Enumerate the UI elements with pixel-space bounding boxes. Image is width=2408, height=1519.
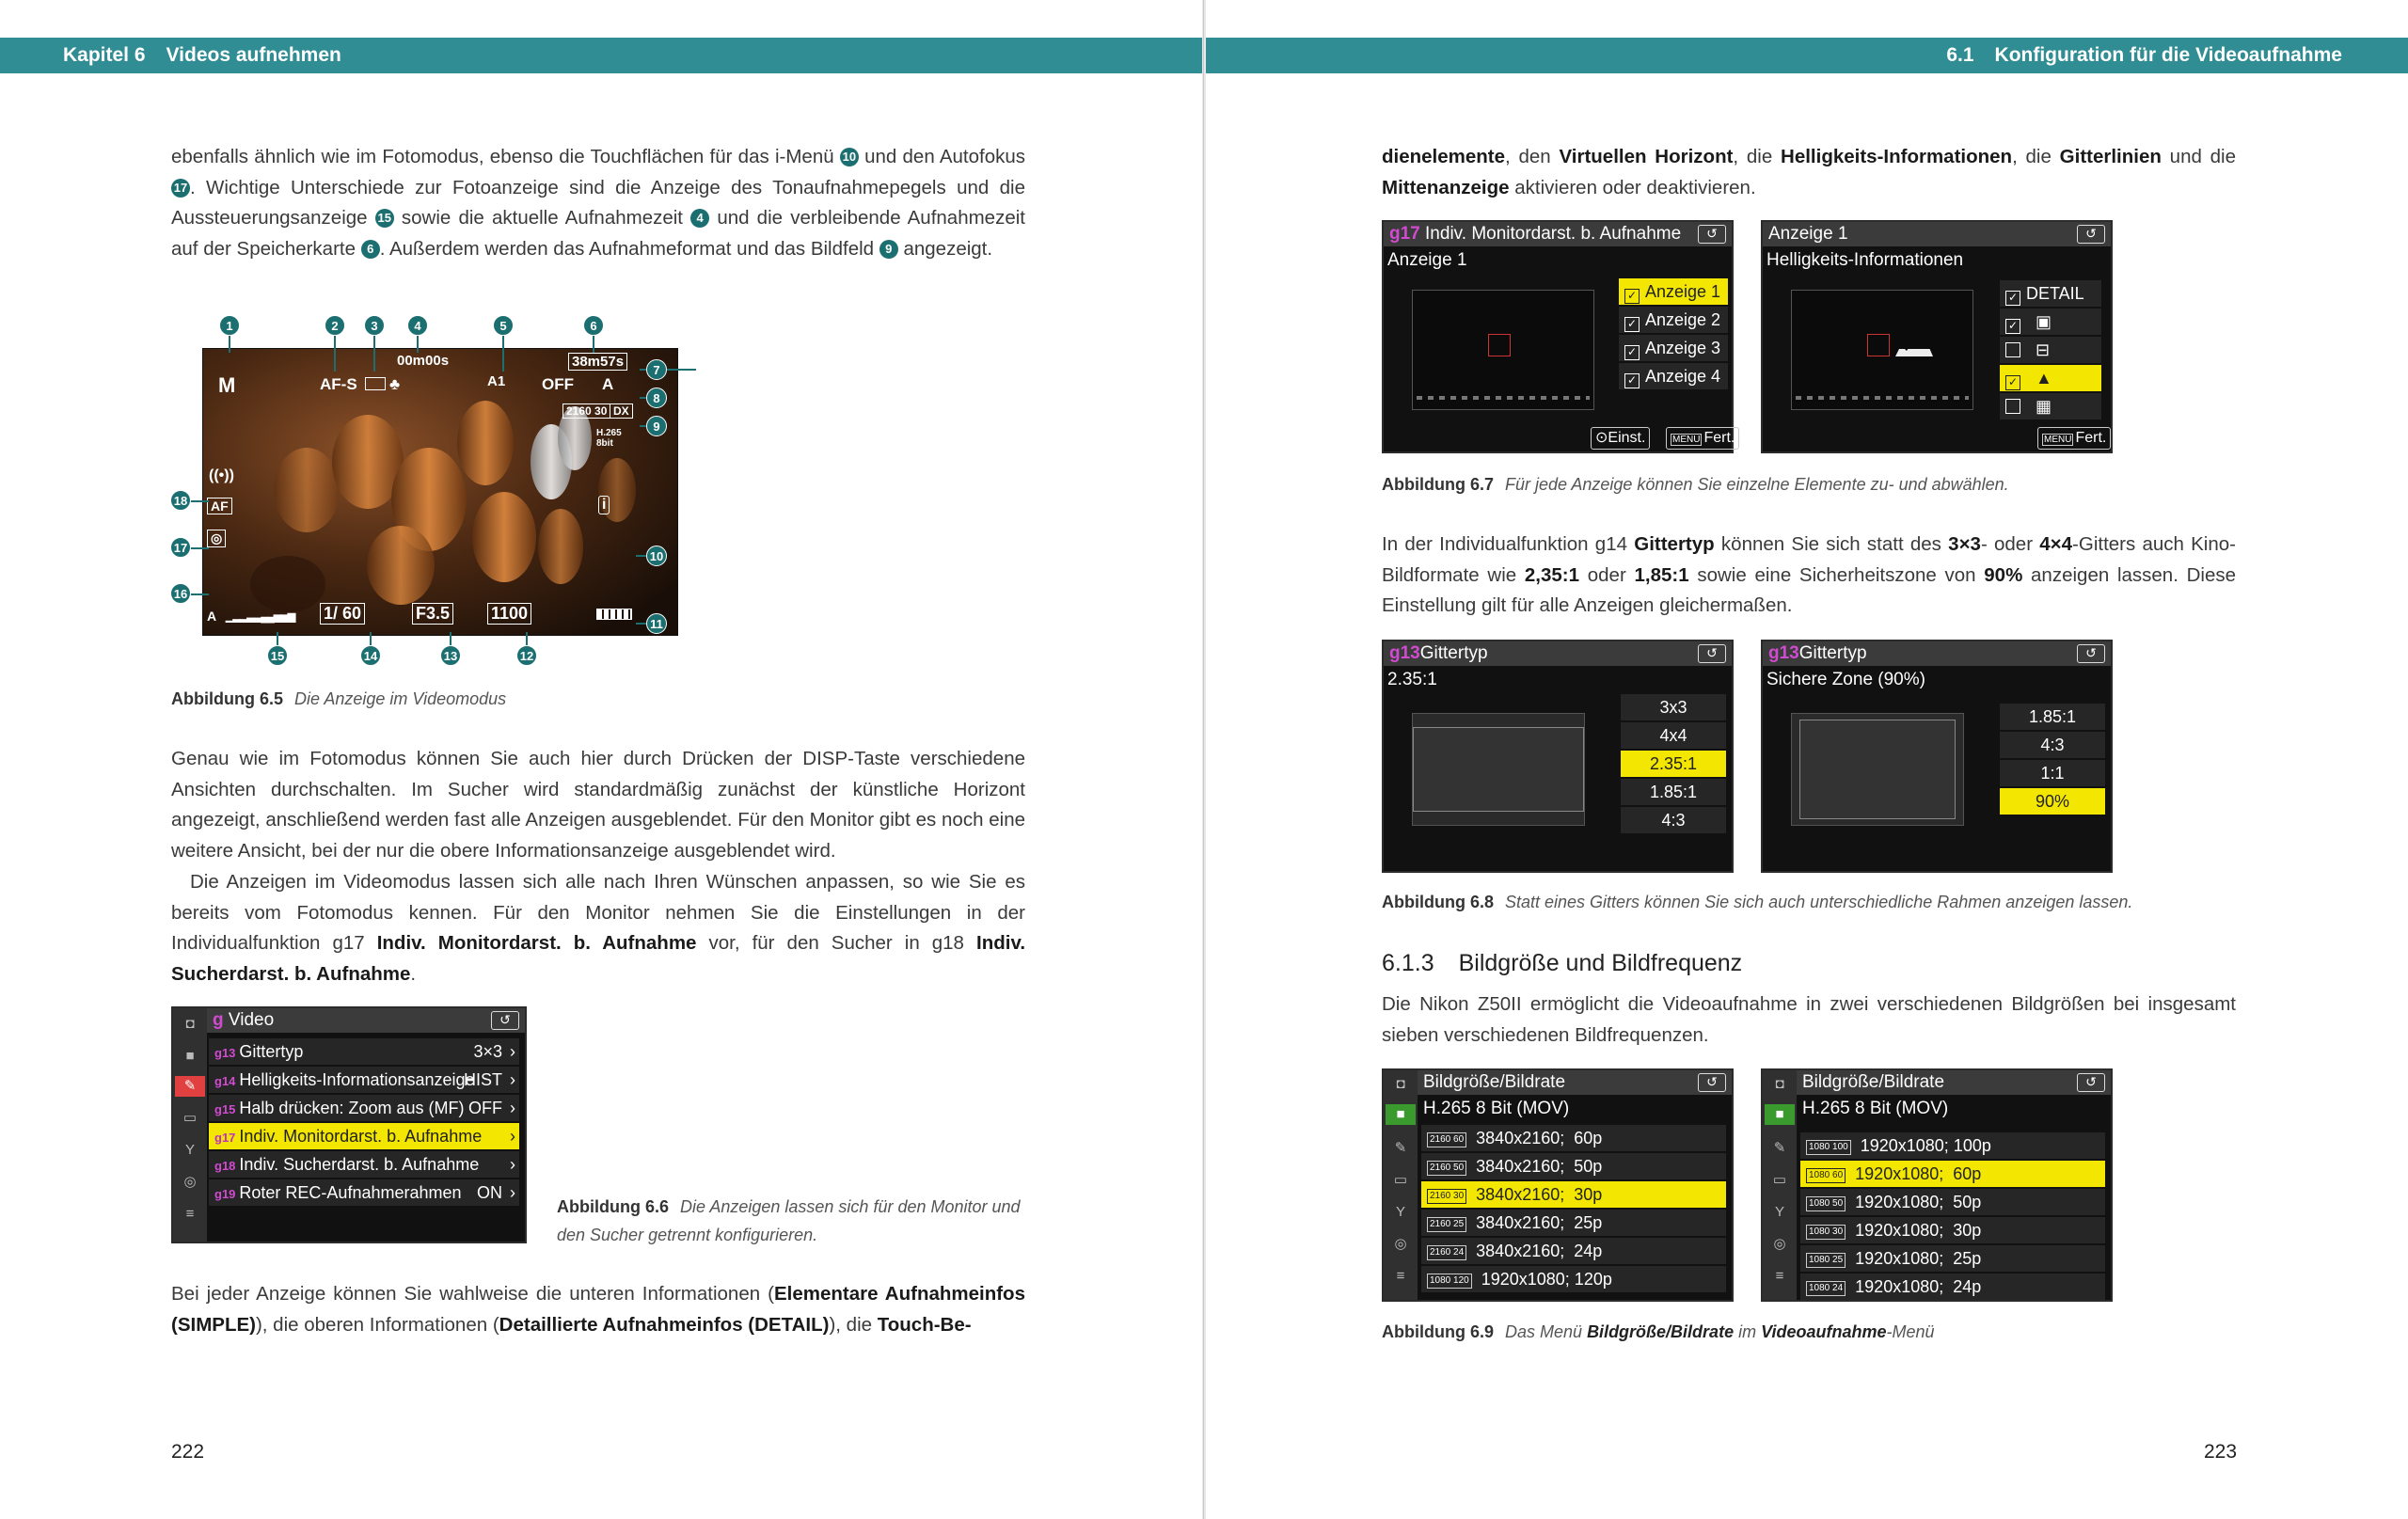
left-paragraph-4: Bei jeder Anzeige können Sie wahlweise die unteren Informationen (Elementare Aufnahmeinfos (SIMPLE)), die oberen Informationen (Detaillierte Aufnahmeinfos (DETAIL)), die Touch-Be- <box>171 1283 1025 1336</box>
grid-option[interactable]: 1.85:1 <box>2000 704 2105 730</box>
vr-icon: ♣ <box>389 375 401 393</box>
menu-item-code: g14 <box>214 1074 236 1088</box>
grid-option[interactable]: 1.85:1 <box>1621 779 1726 805</box>
section-title: Konfiguration für die Videoaufnahme <box>1994 44 2342 66</box>
figure-6-7-caption: Abbildung 6.7 Für jede Anzeige können Sie einzelne Elemente zu- und abwählen. <box>1382 475 2009 494</box>
pencil-icon[interactable]: ✎ <box>175 1076 205 1097</box>
callout-ref: 17 <box>171 179 190 198</box>
grid-option[interactable]: 3x3 <box>1621 694 1726 720</box>
callout-8: 8 <box>646 388 667 408</box>
exposure-mode: M <box>218 373 236 397</box>
rec-time: 00m00s <box>397 353 450 369</box>
callout-ref: 9 <box>879 240 898 259</box>
callout-ref: 4 <box>690 209 709 228</box>
video-camera-icon[interactable]: ■ <box>1386 1104 1416 1125</box>
grid-option[interactable]: 90% <box>2000 788 2105 815</box>
frame-size-title: Bildgröße/Bildrate <box>1418 1070 1732 1095</box>
network-icon[interactable]: ◎ <box>1394 1236 1407 1252</box>
callout-14: 14 <box>360 645 381 666</box>
grid-type-list <box>2000 704 2105 816</box>
pencil-icon[interactable]: ✎ <box>1394 1140 1407 1156</box>
frame-size-list <box>1800 1132 2105 1302</box>
checkbox-icon[interactable]: ✓ <box>2005 319 2020 334</box>
callout-9: 9 <box>646 416 667 436</box>
menu-sidebar <box>1763 1070 1797 1300</box>
checkbox-icon[interactable]: ✓ <box>1624 317 1640 332</box>
chevron-right-icon: › <box>510 1070 515 1089</box>
menu-item[interactable] <box>209 1151 519 1178</box>
callout-11: 11 <box>646 613 667 634</box>
video-camera-icon[interactable]: ■ <box>185 1048 195 1064</box>
frame-size-label: 1920x1080; 120p <box>1481 1270 1612 1289</box>
frame-size-badge: 2160 24 <box>1427 1245 1466 1260</box>
element-option[interactable] <box>2000 280 2101 307</box>
wrench-icon[interactable]: Y <box>1395 1204 1405 1220</box>
menu-item-code: g17 <box>214 1131 236 1145</box>
video-mode-screen <box>202 348 678 636</box>
element-icon: ▣ <box>2036 312 2052 331</box>
element-icon: ⊟ <box>2036 340 2051 359</box>
grid-option[interactable]: 4:3 <box>2000 732 2105 758</box>
chevron-right-icon: › <box>510 1042 515 1061</box>
chevron-right-icon: › <box>510 1155 515 1174</box>
menu-item-label: Halb drücken: Zoom aus (MF) <box>239 1099 465 1117</box>
screen-b-title: Anzeige 1 <box>1763 222 2111 246</box>
back-icon[interactable]: ↺ <box>1698 1073 1726 1092</box>
i-menu-button[interactable]: i <box>598 496 610 514</box>
camera-icon[interactable]: ◘ <box>1396 1076 1405 1092</box>
af-mode: AF-S <box>320 375 357 393</box>
menu-item-label: Roter REC-Aufnahmerahmen <box>239 1183 462 1202</box>
frame-size-option[interactable] <box>1800 1189 2105 1215</box>
video-codec: H.265 8bit <box>596 428 622 449</box>
checkbox-icon[interactable]: ✓ <box>1624 345 1640 360</box>
wrench-icon[interactable]: Y <box>184 1142 195 1158</box>
network-icon[interactable]: ◎ <box>1773 1236 1786 1252</box>
menu-item-code: g15 <box>214 1102 236 1116</box>
figure-6-8-caption: Abbildung 6.8 Statt eines Gitters können Sie sich auch unterschiedliche Rahmen anzeigen lassen. <box>1382 893 2133 911</box>
frame-size-badge: 2160 50 <box>1427 1161 1466 1176</box>
display-option[interactable] <box>1619 307 1728 333</box>
noise-reduction-off: OFF <box>542 375 574 393</box>
callout-3: 3 <box>364 315 385 336</box>
chapter-title: Videos aufnehmen <box>166 44 341 66</box>
menu-item-code: g19 <box>214 1187 236 1201</box>
my-menu-icon[interactable]: ≡ <box>1396 1268 1405 1284</box>
frame-size-badge: 1080 30 <box>1806 1225 1846 1240</box>
video-camera-icon[interactable]: ■ <box>1765 1104 1795 1125</box>
frame-size-badge: 1080 100 <box>1806 1140 1851 1155</box>
frame-size-badge: 1080 120 <box>1427 1274 1472 1289</box>
figure-6-6-menu-screen <box>171 1006 527 1243</box>
right-paragraph-3: Die Nikon Z50II ermöglicht die Videoaufnahme in zwei verschiedenen Bildgrößen bei insgesamt sieben verschiedenen Bildfrequenzen. <box>1382 993 2236 1046</box>
done-button[interactable]: MENU Fert. <box>2037 427 2111 450</box>
settings-button[interactable]: ⊙Einst. <box>1591 427 1650 450</box>
callout-ref: 10 <box>840 148 859 166</box>
metering-icon: ◎ <box>207 530 226 547</box>
picture-control: A <box>602 375 614 393</box>
menu-item-value: ON <box>477 1183 502 1202</box>
menu-sidebar <box>173 1008 207 1242</box>
figure-6-7-screen-b <box>1761 220 2113 453</box>
element-icon: ▦ <box>2036 397 2052 416</box>
display-option-label: Anzeige 2 <box>1645 310 1721 329</box>
grid-type-title: g13Gittertyp <box>1384 641 1732 666</box>
frame-size-option[interactable] <box>1800 1161 2105 1187</box>
display-option-label: Anzeige 4 <box>1645 367 1721 386</box>
back-icon[interactable]: ↺ <box>491 1011 519 1030</box>
codec-subtitle: H.265 8 Bit (MOV) <box>1802 1099 1949 1118</box>
figure-6-8-screen-a <box>1382 640 1734 873</box>
frame-size-badge: 2160 25 <box>1427 1217 1466 1232</box>
checkbox-icon[interactable]: ✓ <box>1624 373 1640 388</box>
frame-size-label: 1920x1080; 60p <box>1855 1164 1982 1183</box>
camera-icon[interactable]: ◘ <box>185 1016 195 1032</box>
callout-16: 16 <box>170 583 191 604</box>
frame-size-label: 3840x2160; 60p <box>1476 1129 1603 1147</box>
chevron-right-icon: › <box>510 1099 515 1117</box>
playback-icon[interactable]: ▭ <box>182 1110 198 1126</box>
display-list <box>1619 278 1728 391</box>
frame-size-label: 1920x1080; 50p <box>1855 1193 1982 1211</box>
aperture: F3.5 <box>412 603 453 625</box>
frame-size-label: 3840x2160; 50p <box>1476 1157 1603 1176</box>
frame-size-rate: 2160 30 <box>562 403 610 419</box>
custom-settings-list <box>209 1038 519 1208</box>
grid-preview <box>1791 713 1964 826</box>
menu-title: g Video <box>207 1008 525 1033</box>
element-option[interactable] <box>2000 365 2101 391</box>
page-number-right: 223 <box>2204 1441 2238 1463</box>
frame-size-label: 3840x2160; 24p <box>1476 1242 1603 1260</box>
touch-af-button[interactable]: AF <box>207 498 232 514</box>
figure-6-9-caption: Abbildung 6.9 Das Menü Bildgröße/Bildrate im Videoaufnahme-Menü <box>1382 1322 1935 1341</box>
frame-size-option[interactable] <box>1421 1210 1726 1236</box>
menu-item[interactable] <box>209 1038 519 1065</box>
frame-size-option[interactable] <box>1800 1245 2105 1272</box>
section-heading: 6.1.3 Bildgröße und Bildfrequenz <box>1382 950 1743 976</box>
grid-option[interactable]: 1:1 <box>2000 760 2105 786</box>
grid-current-value: 2.35:1 <box>1387 670 1437 689</box>
frame-size-badge: 1080 25 <box>1806 1253 1846 1268</box>
grid-type-title: g13Gittertyp <box>1763 641 2111 666</box>
menu-item-value: 3×3 <box>473 1042 502 1061</box>
mic-sensitivity-icon: ((•)) <box>209 467 234 483</box>
checkbox-icon[interactable]: ✓ <box>2005 291 2020 306</box>
grid-current-value: Sichere Zone (90%) <box>1766 670 1925 689</box>
menu-item-value: HIST <box>463 1070 502 1089</box>
left-paragraph-2: Genau wie im Fotomodus können Sie auch hier durch Drücken der DISP-Taste verschiedene Ansichten durchschalten. Im Sucher wird standardmäßig zunächst der künstliche Horizont angezeigt, anschließend werden fast alle Anzeigen ausgeblendet. Für den Monitor gibt es noch eine weitere Ansicht, bei der nur die obere Informationsanzeige ausgeblendet wird. <box>171 748 1025 862</box>
chapter-number: Kapitel 6 <box>63 44 146 66</box>
section-number: 6.1 <box>1946 44 1974 66</box>
frame-size-option[interactable] <box>1421 1125 1726 1151</box>
figure-6-8-screen-b <box>1761 640 2113 873</box>
my-menu-icon[interactable]: ≡ <box>1775 1268 1784 1284</box>
iso: 1100 <box>487 603 531 625</box>
frame-size-option[interactable] <box>1421 1238 1726 1264</box>
checkbox-icon[interactable] <box>2005 399 2020 414</box>
callout-ref: 6 <box>361 240 380 259</box>
right-paragraph-1: dienelemente, den Virtuellen Horizont, die Helligkeits-Informationen, die Gitterlinien und die Mittenanzeige aktivieren oder deaktivieren. <box>1382 146 2237 198</box>
chevron-right-icon: › <box>510 1183 515 1202</box>
playback-icon[interactable]: ▭ <box>1772 1172 1787 1188</box>
grid-option[interactable]: 4x4 <box>1621 722 1726 749</box>
back-icon[interactable]: ↺ <box>1698 644 1726 663</box>
frame-size-option[interactable] <box>1421 1153 1726 1179</box>
callout-12: 12 <box>516 645 537 666</box>
menu-item-label: Helligkeits-Informationsanzeige <box>239 1070 475 1089</box>
af-area-icon <box>365 377 386 390</box>
left-paragraph-1: ebenfalls ähnlich wie im Fotomodus, ebenso die Touchflächen für das i-Menü 10 und den Autofokus 17 . Wichtige Unterschiede zur Fotoanzeige sind die Anzeige des Tonaufnahmepegels und die Aussteuerungsanzeige 15 sowie die aktuelle Aufnahmezeit 4 und die verbleibende Aufnahmezeit auf der Speicherkarte 6 . Außerdem werden das Aufnahmeformat und das Bildfeld 9 angezeigt. <box>171 146 1025 260</box>
element-option[interactable] <box>2000 337 2101 363</box>
callout-6: 6 <box>583 315 604 336</box>
frame-size-option[interactable] <box>1421 1181 1726 1208</box>
frame-size-list <box>1421 1125 1726 1294</box>
page-number-left: 222 <box>171 1441 205 1463</box>
screen-a-subtitle: Anzeige 1 <box>1387 250 1467 270</box>
frame-size-title: Bildgröße/Bildrate <box>1797 1070 2111 1095</box>
element-option-label: DETAIL <box>2026 284 2084 303</box>
back-icon[interactable]: ↺ <box>2077 644 2105 663</box>
back-icon[interactable]: ↺ <box>2077 225 2105 244</box>
menu-item-code: g13 <box>214 1046 236 1060</box>
menu-item[interactable] <box>209 1123 519 1149</box>
my-menu-icon[interactable]: ≡ <box>185 1206 195 1222</box>
display-option[interactable] <box>1619 363 1728 389</box>
menu-item[interactable] <box>209 1067 519 1093</box>
display-option[interactable] <box>1619 278 1728 305</box>
frame-size-label: 1920x1080; 30p <box>1855 1221 1982 1240</box>
grid-option[interactable]: 2.35:1 <box>1621 751 1726 777</box>
grid-preview <box>1412 713 1585 826</box>
left-page <box>0 0 1202 1519</box>
callout-5: 5 <box>493 315 514 336</box>
menu-item-label: Indiv. Sucherdarst. b. Aufnahme <box>239 1155 480 1174</box>
camera-icon[interactable]: ◘ <box>1775 1076 1784 1092</box>
display-preview <box>1791 290 1973 410</box>
battery-icon <box>596 609 632 620</box>
figure-6-7-screen-a <box>1382 220 1734 453</box>
frame-size-label: 1920x1080; 24p <box>1855 1277 1982 1296</box>
callout-1: 1 <box>219 315 240 336</box>
frame-size-badge: 2160 30 <box>1427 1189 1466 1204</box>
image-area: DX <box>610 403 633 419</box>
frame-size-option[interactable] <box>1800 1132 2105 1159</box>
callout-4: 4 <box>407 315 428 336</box>
frame-size-option[interactable] <box>1800 1274 2105 1300</box>
wrench-icon[interactable]: Y <box>1774 1204 1784 1220</box>
menu-sidebar <box>1384 1070 1418 1300</box>
display-option-label: Anzeige 3 <box>1645 339 1721 357</box>
element-option[interactable] <box>2000 393 2101 419</box>
callout-7: 7 <box>646 359 667 380</box>
callout-2: 2 <box>325 315 345 336</box>
frame-size-badge: 2160 60 <box>1427 1132 1466 1147</box>
frame-size-badge: 1080 50 <box>1806 1196 1846 1211</box>
menu-item-code: g18 <box>214 1159 236 1173</box>
display-option[interactable] <box>1619 335 1728 361</box>
checkbox-icon[interactable]: ✓ <box>2005 375 2020 390</box>
codec-subtitle: H.265 8 Bit (MOV) <box>1423 1099 1570 1118</box>
frame-size-badge: 1080 60 <box>1806 1168 1846 1183</box>
element-icon: ▲ <box>2036 369 2052 388</box>
remaining-time: 38m57s <box>568 353 627 371</box>
playback-icon[interactable]: ▭ <box>1393 1172 1408 1188</box>
back-icon[interactable]: ↺ <box>2077 1073 2105 1092</box>
right-paragraph-2: In der Individualfunktion g14 Gittertyp können Sie sich statt des 3×3- oder 4×4-Gitters auch Kino-Bildformate wie 2,35:1 oder 1,85:1 sowie eine Sicherheitszone von 90% anzeigen lassen. Diese Einstellung gilt für alle Anzeigen gleichermaßen. <box>1382 533 2237 617</box>
menu-item-label: Gittertyp <box>239 1042 304 1061</box>
done-button[interactable]: MENU Fert. <box>1666 427 1739 450</box>
grid-option[interactable]: 4:3 <box>1621 807 1726 833</box>
menu-item[interactable] <box>209 1095 519 1121</box>
frame-size-label: 1920x1080; 100p <box>1860 1136 1991 1155</box>
frame-size-label: 1920x1080; 25p <box>1855 1249 1982 1268</box>
figure-6-9-screen-b <box>1761 1068 2113 1302</box>
callout-10: 10 <box>646 546 667 566</box>
frame-size-label: 3840x2160; 25p <box>1476 1213 1603 1232</box>
right-running-header <box>1206 38 2408 73</box>
callout-17: 17 <box>170 537 191 558</box>
mic-level: A <box>207 609 217 624</box>
left-running-header <box>0 38 1202 73</box>
menu-item[interactable] <box>209 1179 519 1206</box>
frame-size-option[interactable] <box>1421 1266 1726 1292</box>
chevron-right-icon: › <box>510 1127 515 1146</box>
checkbox-icon[interactable] <box>2005 342 2020 357</box>
figure-6-9-screen-a <box>1382 1068 1734 1302</box>
menu-item-value: OFF <box>468 1099 502 1117</box>
callout-18: 18 <box>170 490 191 511</box>
element-option[interactable] <box>2000 309 2101 335</box>
element-list <box>2000 280 2101 421</box>
shutter-speed: 1/ 60 <box>320 603 365 625</box>
frame-size-label: 3840x2160; 30p <box>1476 1185 1603 1204</box>
menu-item-label: Indiv. Monitordarst. b. Aufnahme <box>239 1127 483 1146</box>
audio-level-meter: ▁▂▂▃▃▄▄▅▅▆ <box>226 611 295 623</box>
back-icon[interactable]: ↺ <box>1698 225 1726 244</box>
network-icon[interactable]: ◎ <box>183 1174 197 1190</box>
figure-6-5-caption: Abbildung 6.5 Die Anzeige im Videomodus <box>171 689 507 708</box>
callout-13: 13 <box>440 645 461 666</box>
frame-size-option[interactable] <box>1800 1217 2105 1243</box>
display-preview <box>1412 290 1594 410</box>
screen-b-subtitle: Helligkeits-Informationen <box>1766 250 1964 270</box>
callout-ref: 15 <box>375 209 394 228</box>
frame-size-badge: 1080 24 <box>1806 1281 1846 1296</box>
pencil-icon[interactable]: ✎ <box>1773 1140 1786 1156</box>
screen-a-title: g17 Indiv. Monitordarst. b. Aufnahme <box>1384 222 1732 246</box>
grid-type-list <box>1621 694 1726 835</box>
figure-6-6-caption: Abbildung 6.6 Die Anzeigen lassen sich für den Monitor und den Sucher getrennt konfigurieren. <box>557 1197 1021 1244</box>
callout-15: 15 <box>267 645 288 666</box>
white-balance: A1 <box>487 373 506 389</box>
checkbox-icon[interactable]: ✓ <box>1624 289 1640 304</box>
left-paragraph-3: Die Anzeigen im Videomodus lassen sich alle nach Ihren Wünschen anpassen, so wie Sie es bereits vom Fotomodus kennen. Für den Monitor nehmen Sie die Einstellungen in der Individualfunktion g17 Indiv. Monitordarst. b. Aufnahme vor, für den Sucher in g18 Indiv. Sucherdarst. b. Aufnahme. <box>171 871 1026 985</box>
display-option-label: Anzeige 1 <box>1645 282 1721 301</box>
